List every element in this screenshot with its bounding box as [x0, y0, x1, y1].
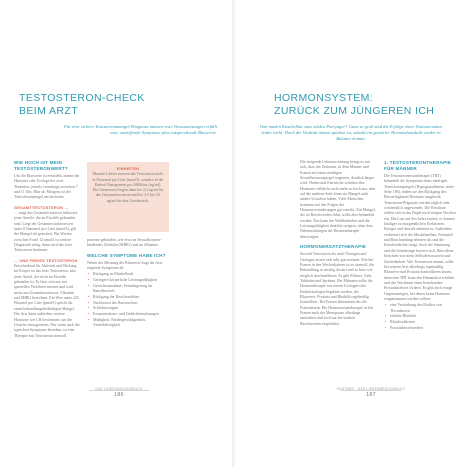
left-col1-para3: Entscheidend für Aktivität und Wirkung im Körper ist das freie Testosteron, also jener Anteil, der nicht an Eiweiße gebunden ist. Er lässt sich nur mit speziellen Verfahren messen und wird meist aus Gesamttestosteron, Albumin und SHBG berechnet. Ein Wert unter 225 Pikomol pro Liter (pmol/l) spricht für einen behandlungsbedürftigen Mangel. Der Arzt kann außerdem weitere Hormone wie LH bestimmen, um die Ursache einzugrenzen. Nur wenn auch die typischen Symptome bestehen, ist eine Therapie mit Testosteron sinnvoll. — [14, 264, 80, 338]
list-item: • erhöhte Blutfette — [384, 314, 456, 319]
list-item: • Prostatabeschwerden — [384, 326, 456, 331]
left-intro: Für eine sichere Testosteronmangel-Diagnose müssen zwei Voraussetzungen erfüllt sein: zutreffende Symptome plus entsprechende Blutwerte. — [64, 124, 217, 136]
list-item: • Konzentrations- und Gedächtnisstörungen — [87, 312, 169, 317]
list-item: • Rückgang der Knochendichte — [87, 295, 169, 300]
right-page-number: 187 — [366, 392, 376, 398]
list-item: • Rückgang an Muskelkraft — [87, 272, 169, 277]
right-col1-para1: Die steigende Lebenserwartung bringt es mit sich, dass der Zeitraum, in dem Männer und Frauen auf einen niedrigen Sexualhormonspiegel reagieren, deutlich länger wird. Hatten und Eierstöcke schütten ihre Hormone vielleicht nicht mehr so hoch aus, aber auf der anderen Seite kann ein Mangel auch andere Ursachen haben. Viele Menschen kommen mit den Folgen der Hormonveränderungen gut zurecht. Ein Mangel, der zu Beschwerden führt, sollte aber behandelt werden. Das kann das Wohlbefinden und die Leistungsfähigkeit deutlich steigern, ohne dass Nebenwirkungen der Hormontherapie überwiegen. — [300, 160, 376, 239]
left-footer: DAS LIEBESMEDIZINBUCH — [95, 387, 143, 391]
list-item: • Schlafstörungen — [87, 306, 169, 311]
right-intro: Vom müden Kuschelbär zum wilden Partytiger? Ganz so groß sind die Erfolge einer Testosteronkur leider nicht. Doch die Vitalität nimmt spürbar zu, sobald ein gestörter Hormonhaushalt wieder in Balance kommt. — [259, 124, 443, 142]
left-title-line2: BEIM ARZT — [19, 104, 79, 117]
left-col2-para1: proteine gebunden, wie etwa an Sexualhormon-bindendes Globulin (SHBG) und an Albumin. — [87, 238, 162, 248]
list-item: • eine Verstärkung des Risikos von Thrombosen — [384, 303, 456, 314]
left-col2-para2: Neben der Messung der Blutwerte fragt der Arzt folgende Symptome ab: — [87, 260, 163, 271]
left-column-1 — [14, 160, 80, 339]
list-item: • Müdigkeit, Niedergeschlagenheit, Antriebslosigkeit — [87, 318, 169, 329]
right-page-title — [274, 92, 454, 117]
left-page-number: 186 — [114, 392, 124, 398]
right-col2-para1: Die Testosteronersatztherapie (TRT) behandelt die Symptome eines niedrigen Testosteronspiegels (Hypogonadismus, siehe Seite 186), indem sie den Rückgang des Bioverfügbaren Hormons ausgleicht. Testosteron-Präparate werden täglich oder wöchentlich angewendet. Die Resultate stellen sich in der Regel nach einigen Wochen ein. Die Lust auf Sex kehrt zurück, es kommt häufiger zu morgendlichen Erektionen, Energie und Antrieb nehmen zu. Außerdem verbessert sich der Muskelaufbau, Fettanteil und Bauchumfang nehmen ab, und die Knochendichte steigt. Auch die Stimmung und die Gemütslage bessern sich, Betroffene berichten von mehr Selbstbewusstsein und Zufriedenheit. Wer Testosteron nimmt, sollte bei seinem Arzt allerdings regelmäßig Blutwerte und Prostata kontrollieren lassen, denn eine TRT kann den Hämatokrit erhöhen und das Wachstum eines bestehenden Prostatakrebses fördern. Es gibt auch einige Gegenanzeigen, bei denen keine Hormone eingenommen werden sollten: — [384, 174, 456, 301]
left-col1-sub2: … UND FREIES TESTOSTERON — [14, 257, 78, 263]
right-footer-rule — [341, 390, 401, 391]
left-col1-heading: WIE HOCH IST MEIN TESTOSTERONWERT? — [14, 160, 68, 171]
list-item: • Nachlassen des Bartwuchses — [87, 301, 169, 306]
left-title-line1: TESTOSTERON-CHECK — [19, 92, 145, 104]
right-column-2 — [384, 160, 456, 332]
left-col2-heading: WELCHE SYMPTOME HABE ICH? — [87, 252, 166, 258]
left-page-title — [19, 92, 219, 117]
left-page — [5, 0, 230, 467]
list-item: • Geringere körperliche Leistungsfähigkeit — [87, 278, 169, 283]
right-page — [238, 0, 463, 467]
right-footer: PARTNER · DAS LIEBESMEDIZINBUCH — [337, 387, 405, 391]
list-item: • Blutdruckkrisen — [384, 320, 456, 325]
right-column-1 — [300, 160, 376, 327]
left-footer-rule — [89, 390, 149, 391]
list-item: • Gewichtszunahme, Fettanlagerung im Bauchbereich — [87, 284, 169, 295]
symptom-list — [87, 272, 169, 328]
right-col2-heading: 1. TESTOSTERONTHERAPIE FÜR MÄNNER — [384, 160, 452, 171]
left-col1-para2: … zeigt das Gesamttestosteron inklusive jener Anteile, die an Eiweiße gebunden sind. Liegt der Gesamttestosteronwert unter 8 Nanomol pro Liter (nmol/l), gilt der Mangel als gesichert. Bei Werten zwischen 8 und 12 nmol/l ist weitere Diagnostik nötig, dann wird das freie Testosteron bestimmt. — [14, 211, 78, 253]
book-gutter — [232, 0, 235, 467]
right-col1-heading: HORMONERSATZTHERAPIE — [300, 244, 367, 250]
right-title-line1: HORMONSYSTEM: — [274, 92, 374, 104]
left-col1-sub1: GESAMTTESTOSTERON … — [14, 204, 69, 210]
right-col1-para2: Sowohl Testosteron als auch Östrogen und Gestagen lassen sich sehr gut ersetzen. Wie bei Frauen in den Wechseljahren ist es sinnvoll, die Behandlung so niedrig dosiert und so kurz wie möglich durchzuführen. Es gibt Pflaster, Gele, Tabletten und Spritzen. Bei Männern sollte die Hormontherapie von einem Urologen oder Endokrinologen begleitet werden, der Blutwerte, Prostata und Blutbild regelmäßig kontrolliert. Bei Frauen übernimmt das die Frauenärztin. Die Hormonersatztherapie ist bei Frauen nach der Menopause allerdings umstritten und wird nur bei starken Beschwerden empfohlen. — [300, 252, 375, 326]
units-box-text: Manche Labore messen das Testosteron nicht in Nanomol pro Liter (nmol/l), sondern in der Einheit Nanogramm pro Milliliter (ng/ml). Die Grenzwerte liegen dann bei 2,3 ng/ml für das Gesamttestosteron und bei 3,5 bis 5,0 ng/ml für den Graubereich. — [92, 172, 164, 203]
left-col1-para1: Um die Blutwerte zu ermitteln, nimmt der Hausarzt oder Urologe bei zwei Terminen, jeweils vormittags zwischen 7 und 11 Uhr, Blut ab. Morgens ist der Testosteronspiegel am höchsten. — [14, 174, 80, 200]
right-title-line2: ZURÜCK ZUM JÜNGEREN ICH — [274, 104, 435, 117]
left-column-2 — [87, 238, 169, 329]
units-info-box — [87, 162, 169, 232]
contraindication-list — [384, 303, 456, 331]
units-box-heading: EINHEITEN — [116, 166, 140, 171]
